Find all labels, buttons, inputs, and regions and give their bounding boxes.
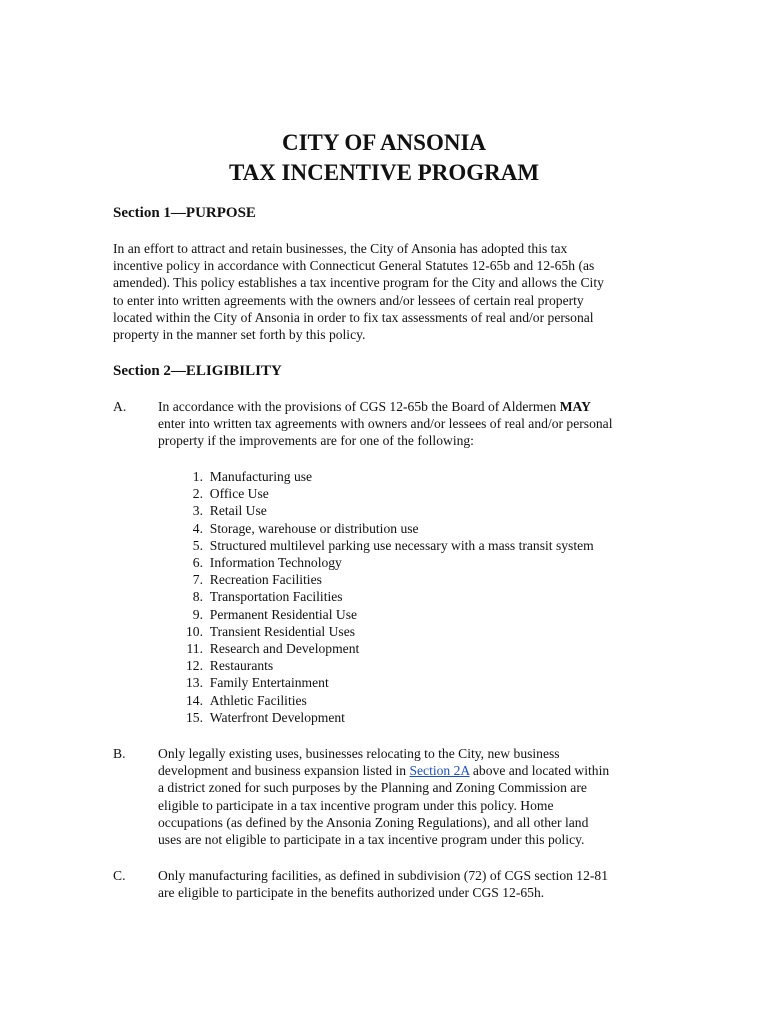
item-b-paragraph (158, 745, 609, 848)
item-b-line4: eligible to participate in a tax incentive program under this policy. Home (158, 797, 554, 813)
list-item-number: 9. (192, 606, 203, 622)
list-item-text: Transportation Facilities (209, 589, 343, 605)
item-b-line2-pre: development and business expansion listed in (158, 763, 410, 779)
section1-line: property in the manner set forth by this policy. (113, 327, 366, 343)
section1-heading: Section 1—PURPOSE (113, 205, 256, 221)
list-item (180, 520, 610, 537)
item-b-line6: uses are not eligible to participate in a tax incentive program under this policy. (158, 832, 585, 848)
item-c-letter: C. (113, 868, 126, 883)
list-item (180, 588, 610, 605)
item-b-line2 (158, 762, 609, 779)
list-item-number: 4. (192, 520, 203, 536)
item-b-line5: occupations (as defined by the Ansonia Zoning Regulations), and all other land (158, 814, 589, 830)
item-b-line3: a district zoned for such purposes by the Planning and Zoning Commission are (158, 780, 587, 796)
section1-paragraph (113, 240, 604, 343)
may-emphasis: MAY (559, 399, 591, 414)
item-c-line2: are eligible to participate in the benefits authorized under CGS 12-65h. (158, 885, 545, 901)
item-c-paragraph (158, 867, 608, 901)
list-item-text: Transient Residential Uses (209, 623, 356, 639)
list-item-text: Manufacturing use (209, 469, 313, 484)
item-b-letter: B. (113, 746, 126, 761)
list-item (180, 623, 610, 640)
list-item-number: 8. (192, 589, 203, 605)
section-2a-link[interactable]: Section 2A (409, 763, 470, 779)
list-item-text: Family Entertainment (209, 675, 329, 691)
list-item-number: 3. (192, 503, 203, 519)
list-item-text: Storage, warehouse or distribution use (209, 520, 419, 536)
list-item (180, 709, 610, 726)
section2-heading: Section 2—ELIGIBILITY (113, 363, 282, 379)
item-a-line3: property if the improvements are for one of the following: (158, 433, 474, 449)
item-b-line2-post: above and located within (469, 763, 610, 779)
list-item-number: 1. (192, 469, 203, 484)
list-item (180, 674, 610, 691)
list-item-text: Athletic Facilities (209, 692, 307, 708)
list-item (180, 537, 610, 554)
section1-line: In an effort to attract and retain businesses, the City of Ansonia has adopted this tax (113, 241, 568, 256)
list-item-number: 7. (192, 572, 203, 588)
list-item-text: Research and Development (209, 641, 360, 657)
section1-line: located within the City of Ansonia in order to fix tax assessments of real and/or personal (113, 309, 594, 325)
eligible-uses-list (180, 468, 610, 726)
list-item (180, 606, 610, 623)
list-item-text: Waterfront Development (209, 709, 345, 725)
list-item-number: 15. (186, 709, 203, 725)
item-a-paragraph (158, 398, 612, 450)
list-item-number: 10. (186, 623, 203, 639)
item-a-line1 (158, 398, 612, 415)
list-item-number: 11. (186, 641, 203, 657)
section1-line: to enter into written agreements with the owners and/or lessees of certain real property (113, 292, 584, 308)
list-item-number: 14. (186, 692, 203, 708)
list-item-text: Recreation Facilities (209, 572, 322, 588)
list-item (180, 554, 610, 571)
list-item-text: Structured multilevel parking use necessary with a mass transit system (209, 537, 594, 553)
list-item-text: Permanent Residential Use (209, 606, 358, 622)
list-item (180, 571, 610, 588)
list-item-number: 13. (186, 675, 203, 691)
list-item (180, 657, 610, 674)
document-title-line1: CITY OF ANSONIA (281, 130, 487, 155)
section1-line: incentive policy in accordance with Connecticut General Statutes 12-65b and 12-65h (as (113, 258, 595, 274)
list-item-number: 6. (192, 555, 203, 571)
list-item (180, 468, 610, 485)
list-item-number: 2. (192, 486, 203, 502)
item-a-letter: A. (113, 399, 127, 414)
item-b-line1: Only legally existing uses, businesses relocating to the City, new business (158, 746, 560, 761)
list-item-number: 5. (192, 537, 203, 553)
item-a-line2: enter into written tax agreements with owners and/or lessees of real and/or personal (158, 416, 613, 432)
list-item (180, 640, 610, 657)
list-item (180, 502, 610, 519)
item-c-line1: Only manufacturing facilities, as defined in subdivision (72) of CGS section 12-81 (158, 868, 609, 883)
section1-line: amended). This policy establishes a tax incentive program for the City and allows the City (113, 275, 604, 291)
document-title-line2: TAX INCENTIVE PROGRAM (228, 160, 540, 185)
list-item (180, 485, 610, 502)
list-item (180, 692, 610, 709)
list-item-number: 12. (186, 658, 203, 674)
list-item-text: Office Use (209, 486, 269, 502)
list-item-text: Restaurants (209, 658, 274, 674)
item-a-line1-text: In accordance with the provisions of CGS 12-65b the Board of Aldermen (158, 399, 560, 414)
list-item-text: Information Technology (209, 555, 342, 571)
list-item-text: Retail Use (209, 503, 267, 519)
